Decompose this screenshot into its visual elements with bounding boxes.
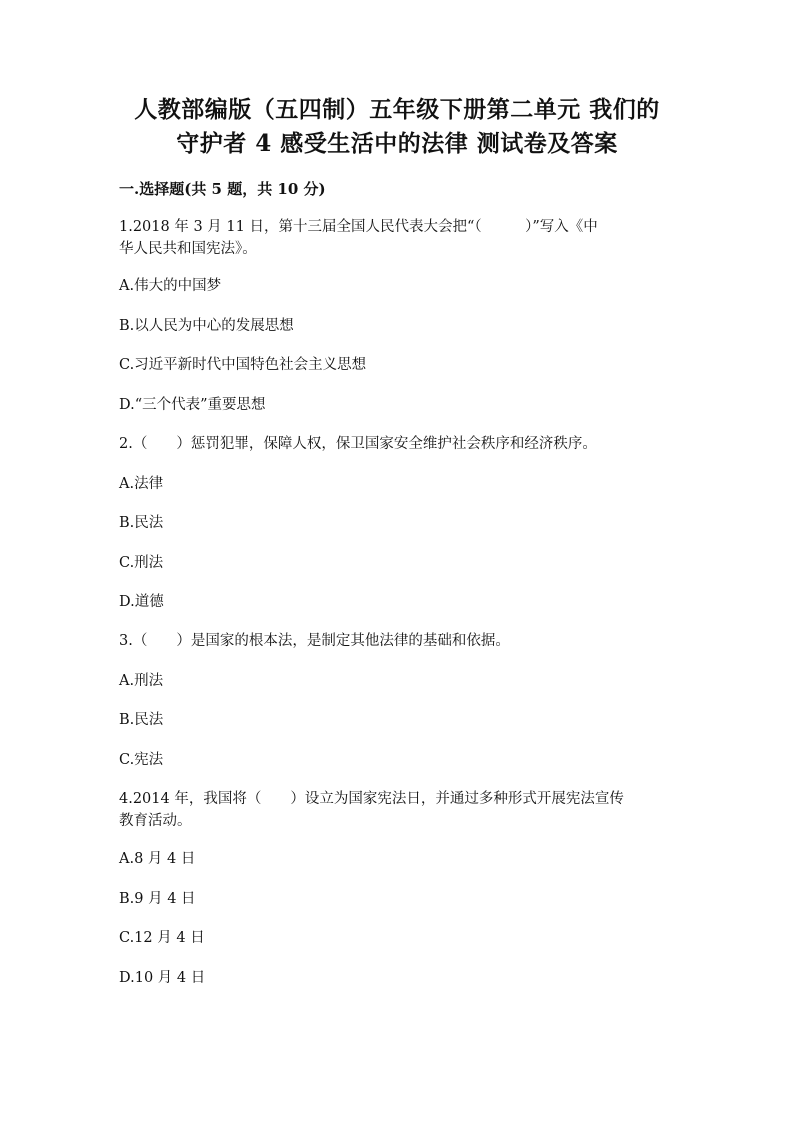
question-1-option-a: A.伟大的中国梦 — [119, 278, 222, 294]
question-1-stem-line-1: 1.2018 年 3 月 11 日，第十三届全国人民代表大会把“（ ）”写入《中 — [119, 219, 598, 235]
question-3-stem: 3.（ ）是国家的根本法，是制定其他法律的基础和依据。 — [119, 633, 510, 649]
question-1-option-b: B.以人民为中心的发展思想 — [119, 318, 294, 334]
question-4-option-b: B.9 月 4 日 — [119, 891, 196, 907]
question-2-option-d: D.道德 — [119, 594, 164, 610]
question-2-stem: 2.（ ）惩罚犯罪，保障人权，保卫国家安全维护社会秩序和经济秩序。 — [119, 436, 597, 452]
question-4-stem-line-1: 4.2014 年，我国将（ ）设立为国家宪法日，并通过多种形式开展宪法宣传 — [119, 791, 624, 807]
question-4-stem-line-2: 教育活动。 — [119, 813, 192, 829]
question-4-option-c: C.12 月 4 日 — [119, 930, 205, 946]
document-title-line-2: 守护者 4 感受生活中的法律 测试卷及答案 — [176, 130, 618, 157]
question-2-option-a: A.法律 — [119, 476, 164, 492]
question-3-option-b: B.民法 — [119, 712, 164, 728]
question-1-option-c: C.习近平新时代中国特色社会主义思想 — [119, 357, 367, 373]
question-3-option-a: A.刑法 — [119, 673, 164, 689]
question-1-option-d: D.“三个代表”重要思想 — [119, 397, 266, 413]
question-2-option-c: C.刑法 — [119, 555, 164, 571]
question-1-stem-line-2: 华人民共和国宪法》。 — [119, 241, 257, 257]
question-4-option-d: D.10 月 4 日 — [119, 970, 206, 986]
question-3-option-c: C.宪法 — [119, 752, 164, 768]
question-4-option-a: A.8 月 4 日 — [119, 851, 196, 867]
section-heading: 一.选择题(共 5 题，共 10 分) — [119, 180, 326, 198]
document-title-line-1: 人教部编版（五四制）五年级下册第二单元 我们的 — [134, 96, 660, 123]
question-2-option-b: B.民法 — [119, 515, 164, 531]
